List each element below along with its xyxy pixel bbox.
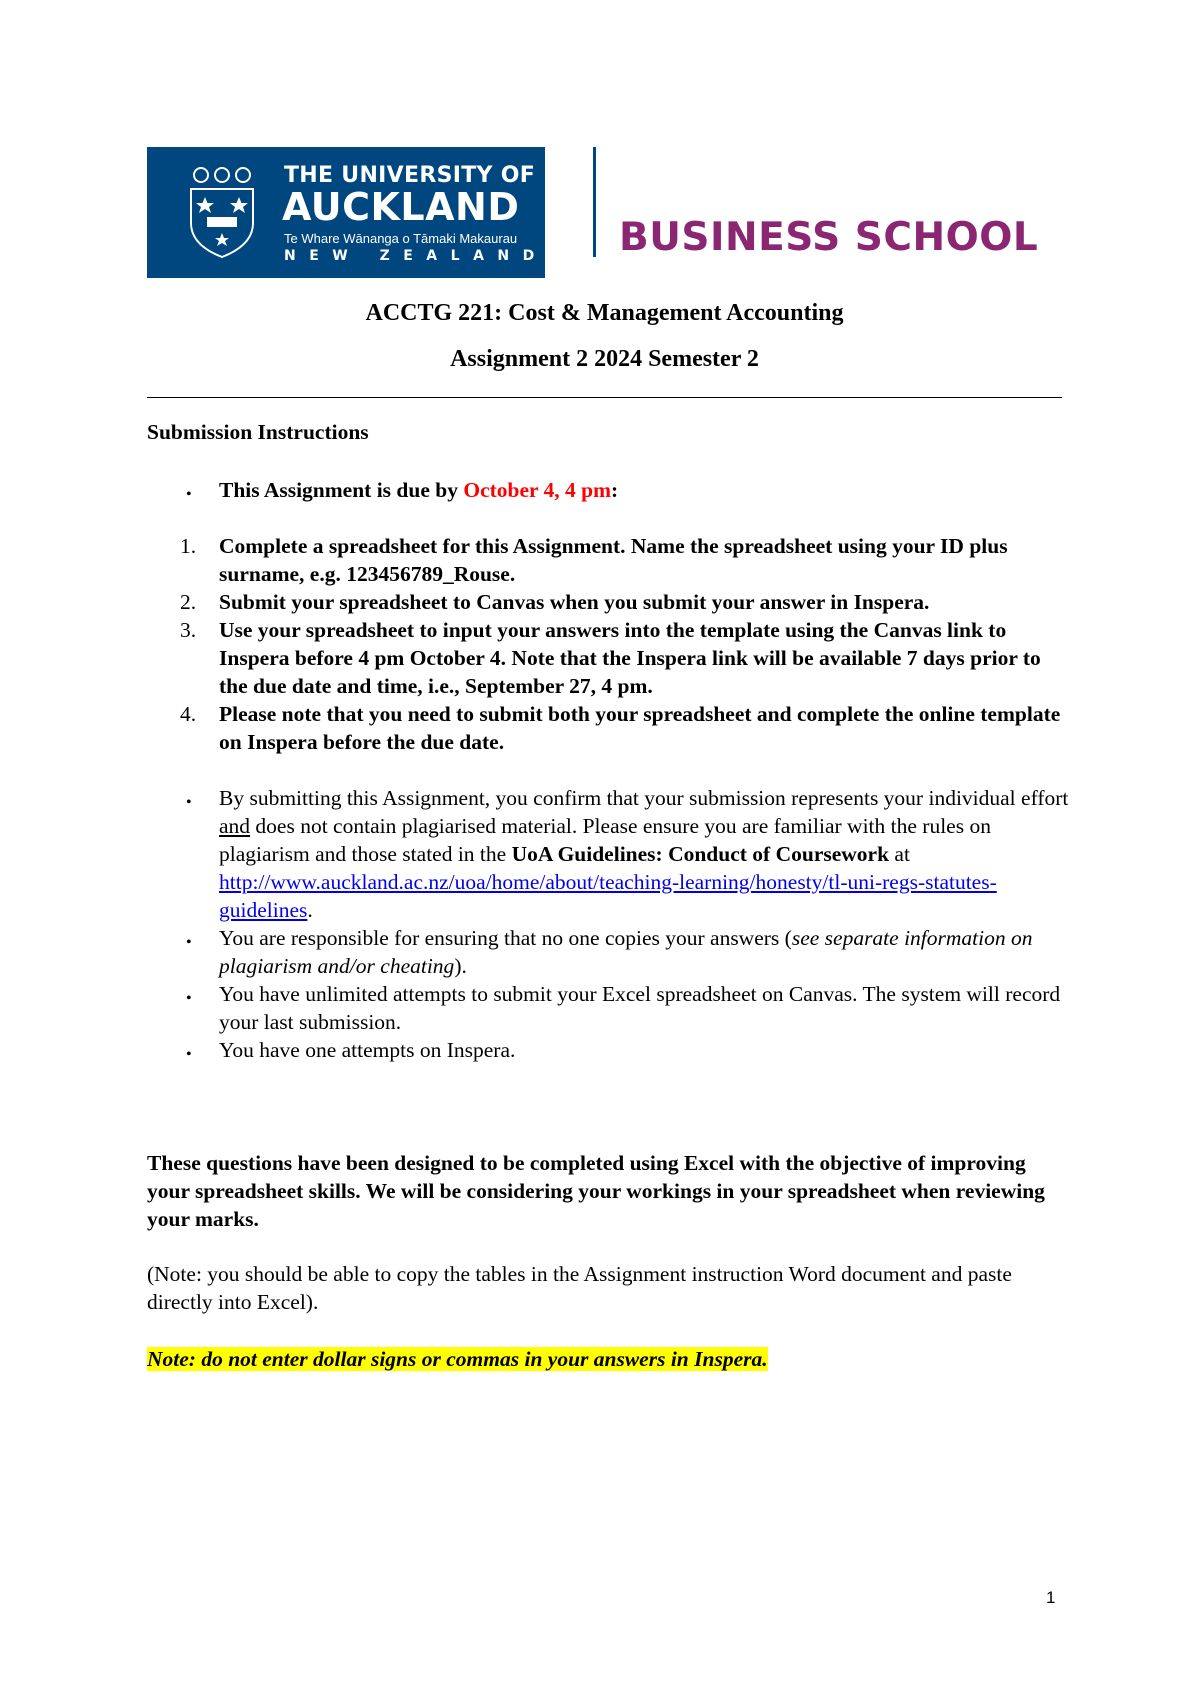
title-divider bbox=[147, 397, 1062, 398]
plagiarism-bullet: By submitting this Assignment, you confirm that your submission represents your individual effort and does not contain plagiarised material. Please ensure you are familiar with the rules on plagiarism and those stated in the UoA Guidelines: Conduct of Coursework at http://www.auckland.ac.nz/uoa/home/about/teaching-learning/honesty/tl-uni-regs-statutes-guidelines. bbox=[219, 786, 1069, 922]
university-logo bbox=[147, 147, 548, 278]
step-number: 1. bbox=[180, 534, 197, 558]
dollar-signs-note: Note: do not enter dollar signs or commas in your answers in Inspera. bbox=[147, 1347, 768, 1371]
course-title: ACCTG 221: Cost & Management Accounting bbox=[365, 300, 844, 326]
excel-questions-note: These questions have been designed to be completed using Excel with the objective of improving your spreadsheet skills. We will be considering your workings in your spreadsheet when reviewing your marks. bbox=[147, 1151, 1045, 1231]
business-school-label: BUSINESS SCHOOL bbox=[619, 215, 1039, 260]
bullet-marker: • bbox=[186, 934, 192, 951]
attempts-canvas-bullet: You have unlimited attempts to submit your Excel spreadsheet on Canvas. The system will record your last submission. bbox=[219, 982, 1061, 1034]
step-4-text: Please note that you need to submit both your spreadsheet and complete the online template on Inspera before the due date. bbox=[219, 702, 1061, 754]
logo-line-maori-name: Te Whare Wānanga o Tāmaki Makaurau bbox=[284, 231, 518, 246]
logo-line-new-zealand: NEW ZEALAND bbox=[284, 248, 548, 264]
crest-icon bbox=[187, 165, 257, 259]
guidelines-link[interactable]: http://www.auckland.ac.nz/uoa/home/about/teaching-learning/honesty/tl-uni-regs-statutes-guidelines bbox=[219, 870, 997, 922]
step-2-text: Submit your spreadsheet to Canvas when you submit your answer in Inspera. bbox=[219, 590, 930, 614]
logo-divider bbox=[593, 147, 596, 257]
logo-line-university-of: THE UNIVERSITY OF bbox=[284, 163, 536, 188]
page-number: 1 bbox=[1046, 1588, 1056, 1607]
step-number: 4. bbox=[180, 702, 197, 726]
submission-heading: Submission Instructions bbox=[147, 420, 369, 444]
copying-bullet: You are responsible for ensuring that no one copies your answers (see separate information on plagiarism and/or cheating). bbox=[219, 926, 1033, 978]
due-date: October 4, 4 pm bbox=[463, 478, 612, 502]
bullet-marker: • bbox=[186, 1046, 192, 1063]
bullet-marker: • bbox=[186, 990, 192, 1007]
due-date-line: This Assignment is due by October 4, 4 pm: bbox=[219, 478, 619, 502]
bullet-marker: • bbox=[186, 794, 192, 811]
attempts-inspera-bullet: You have one attempts on Inspera. bbox=[219, 1038, 516, 1062]
step-number: 3. bbox=[180, 618, 197, 642]
copy-tables-note: (Note: you should be able to copy the tables in the Assignment instruction Word document and paste directly into Excel). bbox=[147, 1262, 1012, 1314]
bullet-marker: • bbox=[186, 486, 192, 503]
assignment-title: Assignment 2 2024 Semester 2 bbox=[450, 346, 759, 372]
step-1-text: Complete a spreadsheet for this Assignment. Name the spreadsheet using your ID plus surname, e.g. 123456789_Rouse. bbox=[219, 534, 1008, 586]
logo-line-auckland: AUCKLAND bbox=[282, 185, 520, 229]
step-number: 2. bbox=[180, 590, 197, 614]
step-3-text: Use your spreadsheet to input your answers into the template using the Canvas link to Inspera before 4 pm October 4. Note that the Inspera link will be available 7 days prior to the due date and time, i.e., September 27, 4 pm. bbox=[219, 618, 1041, 698]
